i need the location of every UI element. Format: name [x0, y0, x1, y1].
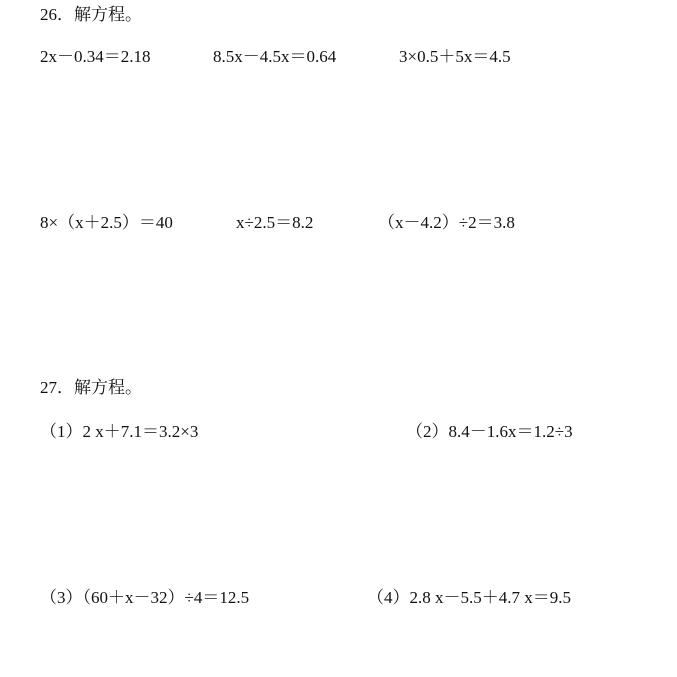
- equation-27-2: （2）8.4－1.6x＝1.2÷3: [406, 422, 573, 441]
- equation-26-2: 8.5x－4.5x＝0.64: [213, 47, 337, 66]
- equation-26-5: x÷2.5＝8.2: [236, 213, 314, 232]
- equation-26-4: 8×（x＋2.5）＝40: [40, 213, 173, 232]
- equation-27-3: （3）（60＋x－32）÷4＝12.5: [40, 588, 250, 607]
- equation-27-1: （1）2 x＋7.1＝3.2×3: [40, 422, 199, 441]
- equation-26-1: 2x－0.34＝2.18: [40, 47, 151, 66]
- equation-27-4: （4）2.8 x－5.5＋4.7 x＝9.5: [367, 588, 571, 607]
- question-27-heading: 27．解方程。: [40, 378, 142, 397]
- equation-26-3: 3×0.5＋5x＝4.5: [399, 47, 511, 66]
- question-26-heading: 26．解方程。: [40, 5, 142, 24]
- equation-26-6: （x－4.2）÷2＝3.8: [378, 213, 515, 232]
